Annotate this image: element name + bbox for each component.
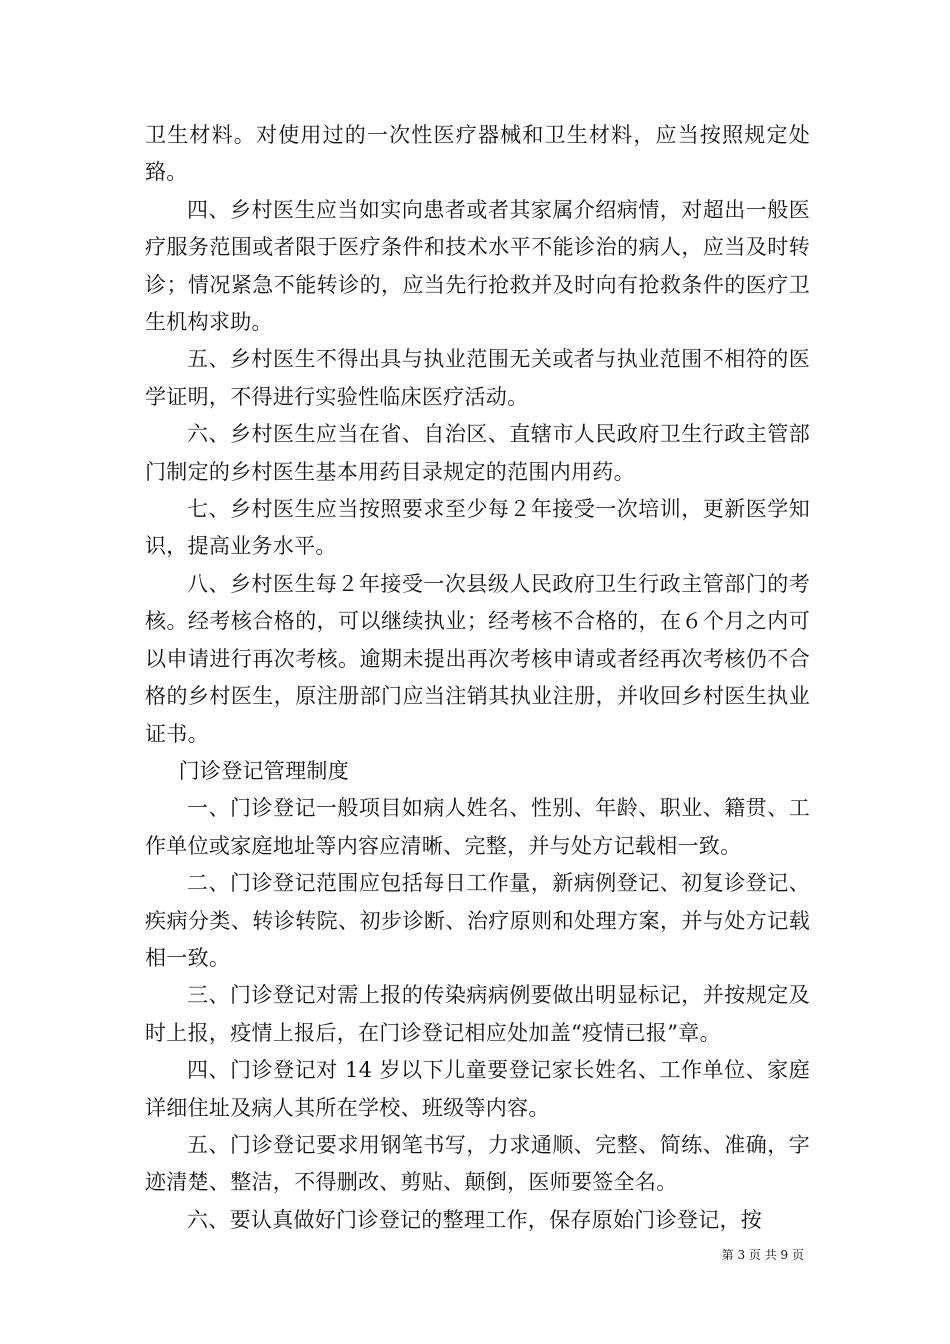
registration-item-4: 四、门诊登记对 14 岁以下儿童要登记家长姓名、工作单位、家庭详细住址及病人其所在学校、班级等内容。 bbox=[145, 1058, 810, 1120]
registration-item-3: 三、门诊登记对需上报的传染病病例要做出明显标记，并按规定及时上报，疫情上报后，在门诊登记相应处加盖“疫情已报”章。 bbox=[145, 983, 810, 1045]
registration-item-5: 五、门诊登记要求用钢笔书写，力求通顺、完整、简练、准确，字迹清楚、整洁，不得删改、剪贴、颠倒，医师要签全名。 bbox=[145, 1132, 810, 1195]
paragraph-item-4: 四、乡村医生应当如实向患者或者其家属介绍病情，对超出一般医疗服务范围或者限于医疗条件和技术水平不能诊治的病人，应当及时转诊；情况紧急不能转诊的，应当先行抢救并及时向有抢救条件的医疗卫生机构求助。 bbox=[145, 197, 810, 335]
document-body bbox=[145, 117, 810, 1239]
registration-item-6: 六、要认真做好门诊登记的整理工作，保存原始门诊登记，按 bbox=[187, 1207, 763, 1232]
paragraph-continuation: 卫生材料。对使用过的一次性医疗器械和卫生材料，应当按照规定处臵。 bbox=[145, 123, 810, 185]
paragraph-item-8: 八、乡村医生每２年接受一次县级人民政府卫生行政主管部门的考核。经考核合格的，可以继续执业；经考核不合格的，在６个月之内可以申请进行再次考核。逾期未提出再次考核申请或者经再次考核仍不合格的乡村医生，原注册部门应当注销其执业注册，并收回乡村医生执业证书。 bbox=[145, 571, 810, 746]
section-heading: 门诊登记管理制度 bbox=[178, 758, 349, 783]
paragraph-item-7: 七、乡村医生应当按照要求至少每２年接受一次培训，更新医学知识，提高业务水平。 bbox=[145, 497, 810, 559]
paragraph-item-6: 六、乡村医生应当在省、自治区、直辖市人民政府卫生行政主管部门制定的乡村医生基本用药目录规定的范围内用药。 bbox=[145, 422, 810, 484]
registration-item-1: 一、门诊登记一般项目如病人姓名、性别、年龄、职业、籍贯、工作单位或家庭地址等内容应清晰、完整，并与处方记载相一致。 bbox=[145, 796, 810, 858]
registration-item-2: 二、门诊登记范围应包括每日工作量，新病例登记、初复诊登记、疾病分类、转诊转院、初步诊断、治疗原则和处理方案，并与处方记载相一致。 bbox=[145, 871, 810, 970]
page-number: 第 3 页 共 9 页 bbox=[721, 1248, 804, 1262]
paragraph-item-5: 五、乡村医生不得出具与执业范围无关或者与执业范围不相符的医学证明，不得进行实验性临床医疗活动。 bbox=[145, 347, 810, 409]
